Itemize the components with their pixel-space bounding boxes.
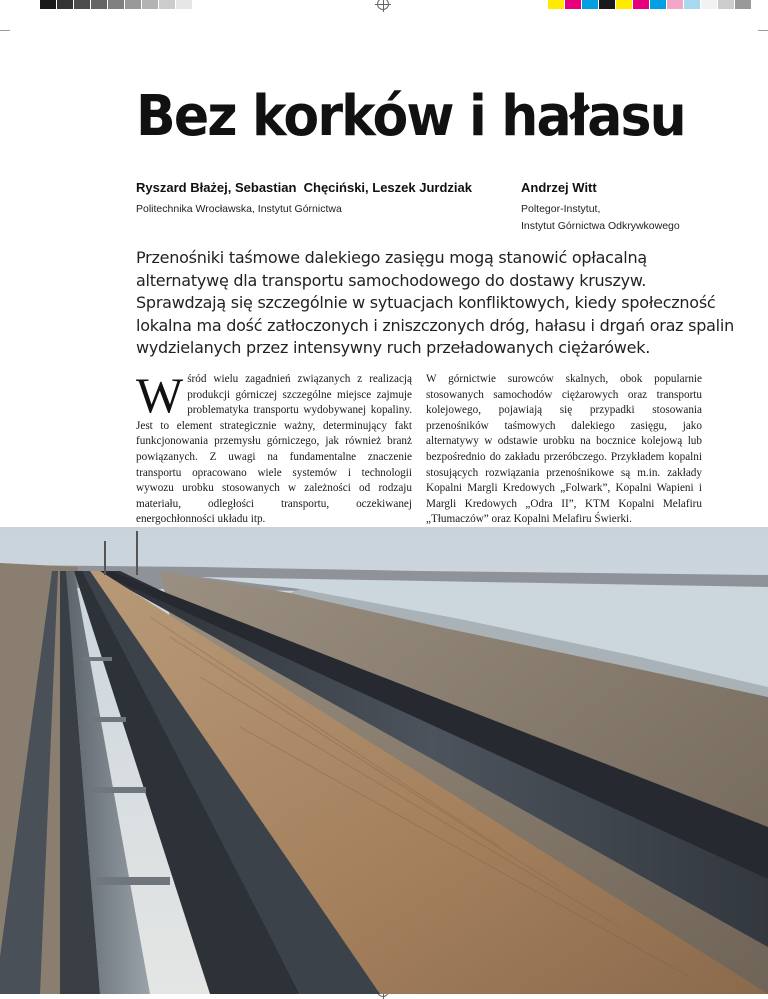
color-swatch (735, 0, 752, 9)
drop-cap: W (136, 367, 184, 423)
color-swatch (125, 0, 142, 9)
color-swatch (57, 0, 74, 9)
color-swatch (40, 0, 57, 9)
color-swatch (616, 0, 633, 9)
authors-block-right (521, 180, 680, 235)
body-text: śród wielu zagadnień związanych z realizacją produkcji górniczej szczególne miejsce zajmuje problematyka transportu wydobywanej kopaliny. Jest to element strategicznie ważny, determinujący fakt funkcjonowania przemysłu górniczego, jak również branż powiązanych. Z uwagi na fundamentalne znaczenie transportu opracowano wiele systemów i technologii wywozu urobku stosowanych w zależności od rodzaju materiału, odległości transportu, oczekiwanej energochłonności układu itp. (136, 373, 412, 526)
color-swatch (718, 0, 735, 9)
color-swatch (159, 0, 176, 9)
registration-bar-color (548, 0, 752, 9)
color-swatch (142, 0, 159, 9)
affiliation-line: Instytut Górnictwa Odkrywkowego (521, 220, 680, 232)
author-affiliation: Politechnika Wrocławska, Instytut Górnictwa (136, 203, 342, 215)
article-title: Bez korków i hałasu (136, 84, 685, 149)
color-swatch (548, 0, 565, 9)
author-names: Andrzej Witt (521, 180, 597, 195)
conveyor-belt-illustration (0, 527, 768, 994)
crop-mark (758, 30, 768, 31)
color-swatch (701, 0, 718, 9)
color-swatch (582, 0, 599, 9)
author-affiliation (521, 201, 680, 235)
crop-mark (0, 30, 10, 31)
color-swatch (176, 0, 193, 9)
color-swatch (74, 0, 91, 9)
color-swatch (684, 0, 701, 9)
lead-paragraph: Przenośniki taśmowe dalekiego zasięgu mogą stanowić opłacalną alternatywę dla transportu samochodowego do dostawy kruszyw. Sprawdzają się szczególnie w sytuacjach konfliktowych, kiedy społeczność lokalna ma dość zatłoczonych i zniszczonych dróg, hałasu i drgań oraz spalin wydzielanych przez intensywny ruch przeładowanych ciężarówek. (136, 248, 734, 357)
color-swatch (667, 0, 684, 9)
color-swatch (599, 0, 616, 9)
color-swatch (565, 0, 582, 9)
color-swatch (193, 0, 210, 9)
author-names: Ryszard Błażej, Sebastian Chęciński, Leszek Jurdziak (136, 180, 472, 195)
authors-block-left (136, 180, 472, 218)
color-swatch (650, 0, 667, 9)
color-swatch (633, 0, 650, 9)
color-swatch (91, 0, 108, 9)
affiliation-line: Poltegor-Instytut, (521, 203, 601, 215)
registration-bar-grayscale (40, 0, 210, 9)
color-swatch (108, 0, 125, 9)
registration-crosshair-icon (377, 0, 389, 10)
body-column-left (136, 367, 412, 528)
conveyor-belt-photo (0, 527, 768, 994)
body-column-right: W górnictwie surowców skalnych, obok popularnie stosowanych samochodów ciężarowych oraz transportu kolejowego, pojawiają się przypadki stosowania przenośników taśmowych dalekiego zasięgu, jako alternatywy w odstawie urobku na bocznice kolejową lub bezpośrednio do zakładu przeróbczego. Przykładem kopalni stosujących rozwiązania przenośnikowe są m.in. zakłady Kopalni Margli Kredowych „Folwark”, Kopalni Wapieni i Margli Kredowych „Odra II”, KTM Kopalni Melafiru „Tłumaczów” oraz Kopalni Melafiru Świerki. (426, 373, 702, 526)
